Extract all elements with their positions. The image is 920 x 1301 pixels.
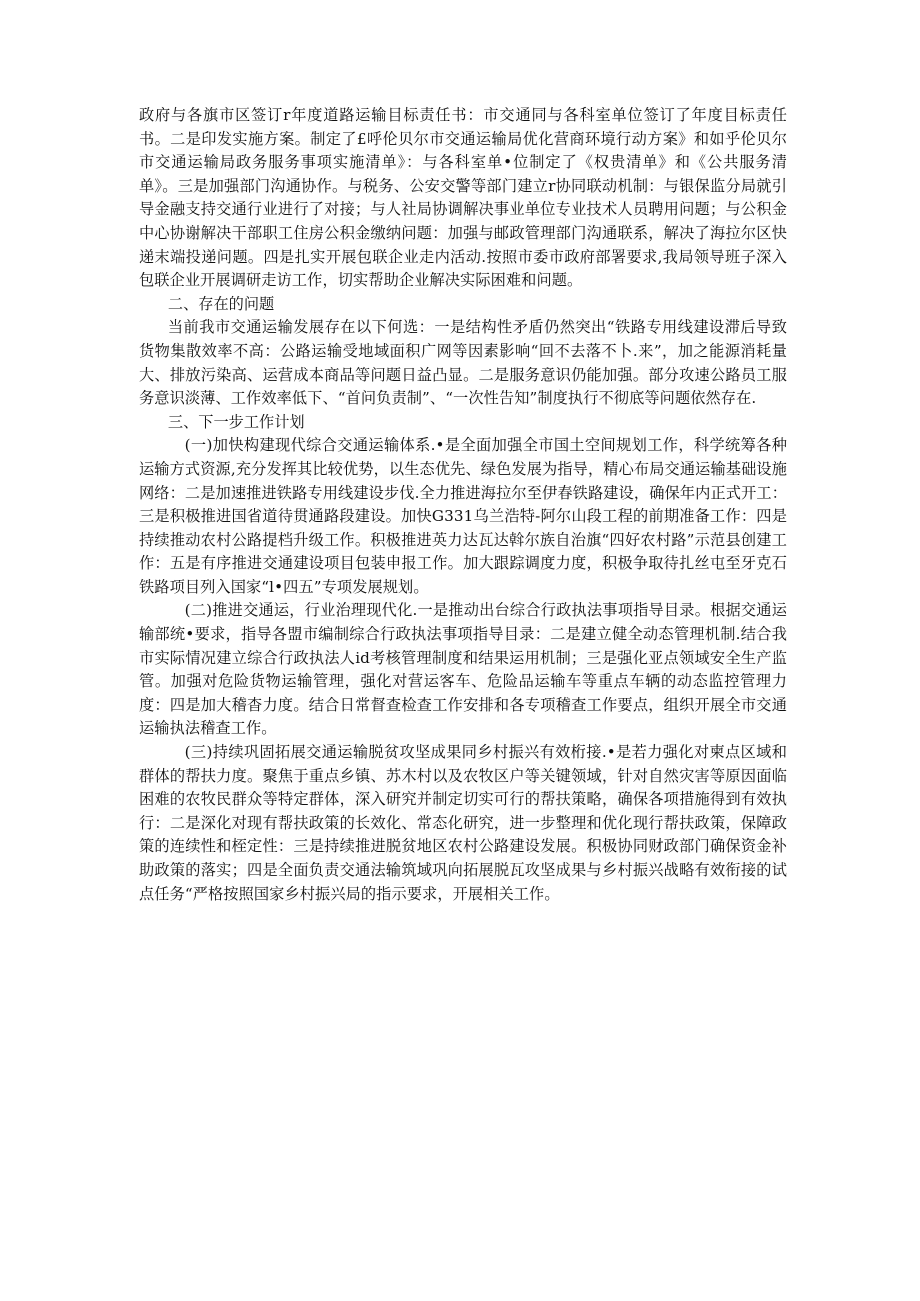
paragraph-target-responsibility: 政府与各旗市区签订r年度道路运输目标责任书：市交通同与各科室单位签订了年度目标责任书。二是印发实施方案。制定了£呼伦贝尔市交通运输局优化营商环境行动方案》和如乎伦贝尔市交通运输局政务服务事项实施清单》：与各科室单•位制定了《权贵清单》和《公共服务清单》。三是加强部门沟通协作。与税务、公安交警等部门建立r协同联动机制：与银保监分局就引导金融支持交通行业进行了对接；与人社局协调解决事业单位专业技术人员聘用问题；与公积金中心协谢解决干部职工住房公积金缴纳问题：加强与邮政管理部门沟通联系，解决了海拉尔区快递末端投递问题。四是扎实开展包联企业走内活动.按照市委市政府部署要求,我局领导班子深入包联企业开展调研走访工作，切实帮助企业解决实际困难和问题。	[139, 106, 787, 290]
section-heading-next-plan: 三、下一步工作计划	[167, 412, 305, 431]
section-heading-problems: 二、存在的问题	[167, 294, 275, 313]
paragraph-plan-2: (二)推进交通运，行业治理现代化.一是推动出台综合行政执法事项指导目录。根据交通运输部统•要求，指导各盟市编制综合行政执法事项指导目录：二是建立健全动态管理机制.结合我市实际情况建立综合行政执法人id考核管理制度和结果运用机制；三是强化亚点领域安全生产监管。加强对危险货物运输管理，强化对营运客车、危险品运输车等重点车辆的动态监控管理力度：四是加大稽杳力度。结合日常督查检查工作安排和各专项稽查工作要点，组织开展全市交通运输执法稽查工作。	[139, 601, 787, 738]
paragraph-problems: 当前我市交通运输发展存在以下何选：一是结构性矛盾仍然突出“铁路专用线建设滞后导致货物集散效率不高：公路运输受地域面积广网等因素影响“回不去落不卜.来”，加之能源消耗量大、排放污染高、运营成本商品等问题日益凸显。二是服务意识仍能加强。部分攻速公路员工服务意识淡薄、工作效率低下、“首问负责制”、“一次性告知”制度执行不彻底等问题依然存在.	[139, 318, 787, 408]
document-page	[139, 104, 787, 906]
paragraph-plan-3: (三)持续巩固拓展交通运输脱贫攻坚成果同乡村振兴有效桁接.•是若力强化对柬点区域和群体的帮扶力度。聚焦于重点乡镇、苏木村以及农牧区户等关键领域，针对自然灾害等原因面临困难的农牧民群众等特定群体，深入研究并制定切实可行的帮扶策略，确保各项措施得到有效执行：二是深化对现有帮扶政策的长效化、常态化研究，进一步整理和优化现行帮扶政策，保障政策的连续性和桎定性：三是持续推进脱贫地区农村公路建设发展。积极协同财政部门确保资金补助政策的落实；四是全面负责交通法输筑域巩向拓展脱瓦攻坚成果与乡村振兴战略有效衔接的试点任务“严格按照国家乡村振兴局的指示要求，开展相关工作。	[139, 743, 787, 903]
paragraph-plan-1: (一)加快构建现代综合交通运输体系.•是全面加强全市国土空间规划工作，科学统筹各种运输方式资源,充分发挥其比较优势，以生态优先、绿色发展为指导，精心布局交通运输基础设施网络：二是加速推进铁路专用线建设步伐.全力推进海拉尔至伊春铁路建设，确保年内正式开工：三是积极推进国省道待贯通路段建设。加快G331乌兰浩特-阿尔山段工程的前期准备工作：四是持续推动农村公路提档升级工作。积极推进英力达瓦达斡尔族自治旗“四好农村路”示范县创建工作：五是有序推进交通建设项目包装申报工作。加大跟踪调度力度，积极争取待扎丝屯至牙克石铁路项目列入国家“l•四五”专项发展规划。	[139, 436, 787, 596]
